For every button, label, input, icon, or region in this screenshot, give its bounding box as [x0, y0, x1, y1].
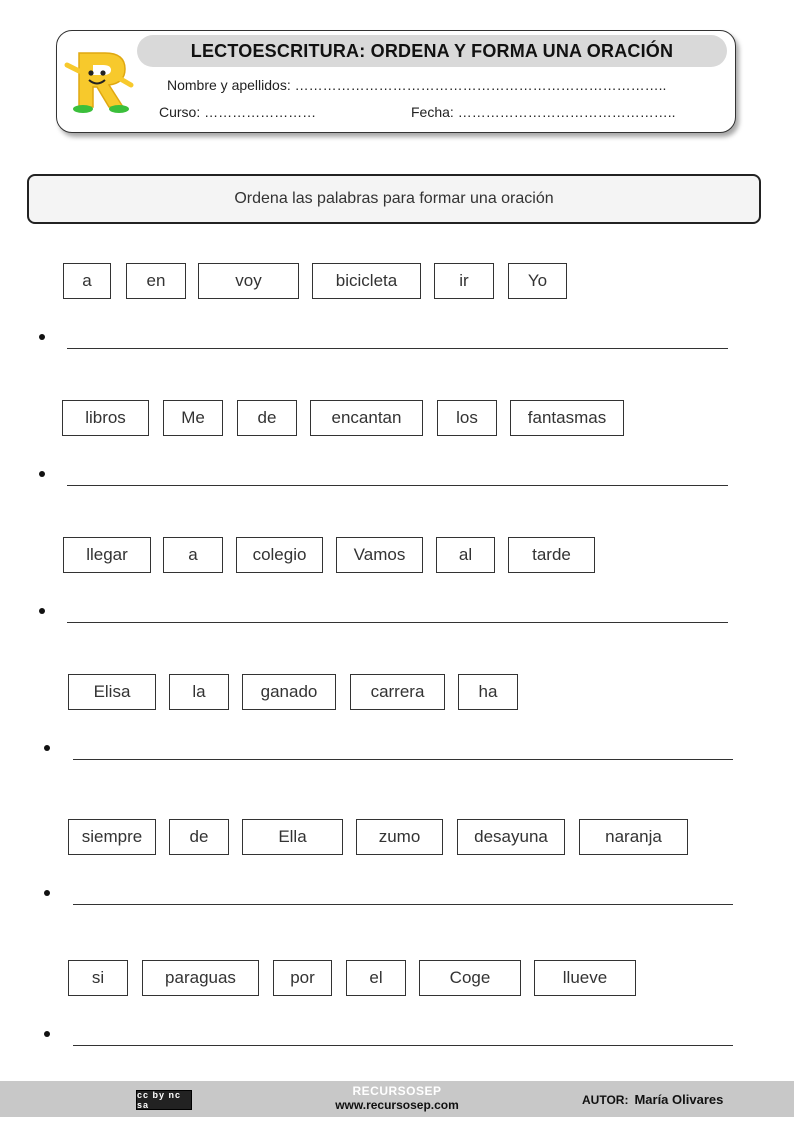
name-field[interactable]: Nombre y apellidos: …………………………………………………………………….. [167, 77, 667, 93]
mascot-letter-r-icon [61, 45, 135, 115]
course-field[interactable]: Curso: …………………… [159, 104, 317, 120]
bullet [44, 890, 50, 896]
answer-line[interactable] [73, 759, 733, 760]
word-tile[interactable]: voy [198, 263, 299, 299]
author-label: AUTOR: [582, 1093, 629, 1107]
word-tile[interactable]: colegio [236, 537, 323, 573]
word-tile[interactable]: llueve [534, 960, 636, 996]
word-tile[interactable]: naranja [579, 819, 688, 855]
word-tile[interactable]: a [163, 537, 223, 573]
word-tile[interactable]: ir [434, 263, 494, 299]
word-tile[interactable]: llegar [63, 537, 151, 573]
word-tile[interactable]: encantan [310, 400, 423, 436]
word-tile[interactable]: si [68, 960, 128, 996]
word-tile[interactable]: los [437, 400, 497, 436]
word-tile[interactable]: a [63, 263, 111, 299]
word-tile[interactable]: la [169, 674, 229, 710]
word-tile[interactable]: ha [458, 674, 518, 710]
word-tile[interactable]: ganado [242, 674, 336, 710]
word-tile[interactable]: tarde [508, 537, 595, 573]
word-tile[interactable]: Ella [242, 819, 343, 855]
answer-line[interactable] [67, 348, 728, 349]
bullet [44, 745, 50, 751]
word-tile[interactable]: al [436, 537, 495, 573]
author-name: María Olivares [634, 1092, 724, 1107]
bullet [39, 334, 45, 340]
word-tile[interactable]: carrera [350, 674, 445, 710]
word-tile[interactable]: en [126, 263, 186, 299]
word-tile[interactable]: zumo [356, 819, 443, 855]
word-tile[interactable]: de [237, 400, 297, 436]
word-tile[interactable]: siempre [68, 819, 156, 855]
word-tile[interactable]: el [346, 960, 406, 996]
worksheet-header [56, 30, 736, 133]
answer-line[interactable] [73, 1045, 733, 1046]
word-tile[interactable]: paraguas [142, 960, 259, 996]
bullet [39, 471, 45, 477]
footer-website-link[interactable]: www.recursosep.com [335, 1098, 459, 1112]
bullet [39, 608, 45, 614]
worksheet-title: LECTOESCRITURA: ORDENA Y FORMA UNA ORACIÓN [137, 35, 727, 67]
footer-brand: RECURSOSEP [352, 1084, 442, 1098]
instruction-banner: Ordena las palabras para formar una oración [27, 174, 761, 224]
word-tile[interactable]: Coge [419, 960, 521, 996]
word-tile[interactable]: bicicleta [312, 263, 421, 299]
footer [0, 1081, 794, 1117]
answer-line[interactable] [73, 904, 733, 905]
word-tile[interactable]: por [273, 960, 332, 996]
word-tile[interactable]: de [169, 819, 229, 855]
word-tile[interactable]: libros [62, 400, 149, 436]
word-tile[interactable]: Vamos [336, 537, 423, 573]
word-tile[interactable]: Me [163, 400, 223, 436]
word-tile[interactable]: fantasmas [510, 400, 624, 436]
date-field[interactable]: Fecha: ……………………………………….. [411, 104, 676, 120]
footer-author [582, 1092, 723, 1107]
word-tile[interactable]: desayuna [457, 819, 565, 855]
word-tile[interactable]: Elisa [68, 674, 156, 710]
creative-commons-license-icon: cc by nc sa [136, 1090, 192, 1110]
word-tile[interactable]: Yo [508, 263, 567, 299]
answer-line[interactable] [67, 622, 728, 623]
answer-line[interactable] [67, 485, 728, 486]
bullet [44, 1031, 50, 1037]
